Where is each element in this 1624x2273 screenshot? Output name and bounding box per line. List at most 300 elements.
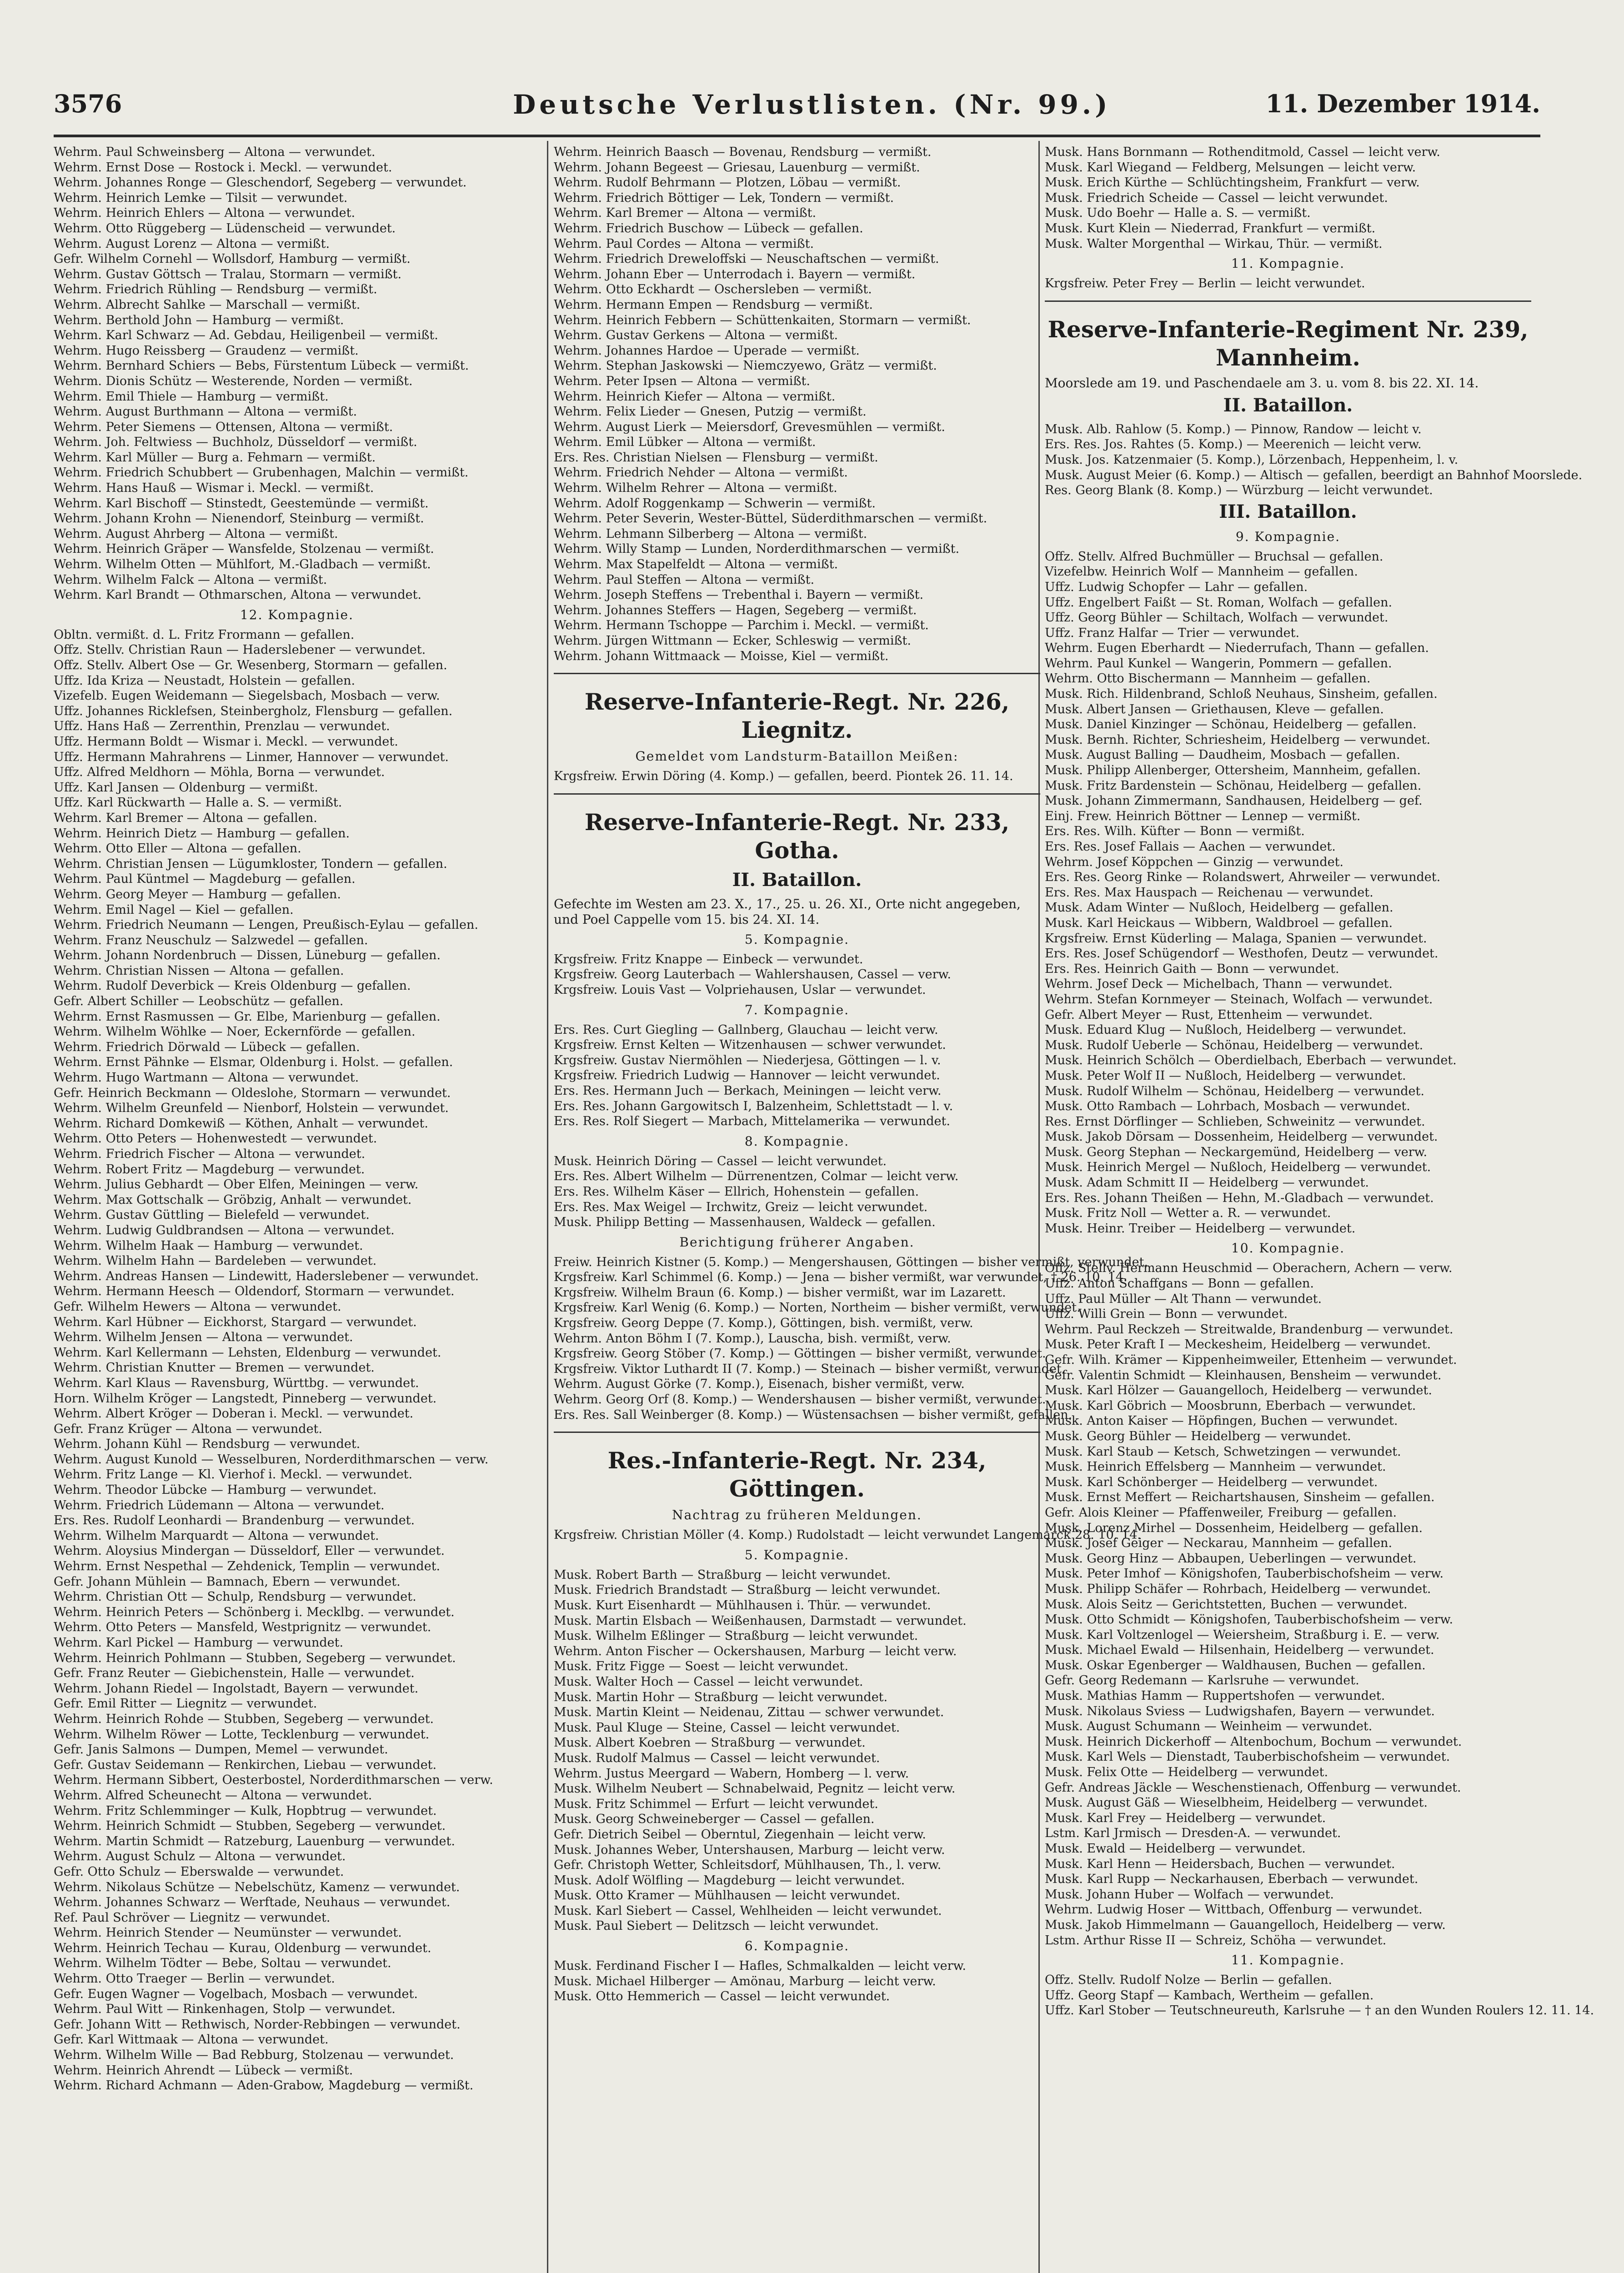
- casualty-entry: Wehrm. Ernst Rasmussen — Gr. Elbe, Marienburg — gefallen.: [54, 1009, 441, 1024]
- casualty-entry: Wehrm. August Lorenz — Altona — vermißt.: [54, 236, 330, 251]
- casualty-entry: Wehrm. Friedrich Neumann — Lengen, Preußisch-Eylau — gefallen.: [54, 918, 478, 932]
- casualty-entry: Wehrm. August Lierk — Meiersdorf, Grevesmühlen — vermißt.: [554, 420, 945, 434]
- casualty-entry: Musk. Martin Kleint — Neidenau, Zittau — schwer verwundet.: [554, 1705, 944, 1720]
- casualty-entry: Wehrm. Peter Severin, Wester-Büttel, Süderdithmarschen — vermißt.: [554, 511, 987, 526]
- casualty-entry: Wehrm. Albrecht Sahlke — Marschall — vermißt.: [54, 297, 361, 312]
- casualty-entry: Uffz. Karl Stober — Teutschneureuth, Karlsruhe — † an den Wunden Roulers 12. 11. 14.: [1045, 2003, 1594, 2018]
- battalion-heading: II. Bataillon.: [732, 869, 862, 891]
- casualty-entry: Wehrm. Heinrich Febbern — Schüttenkaiten, Stormarn — vermißt.: [554, 313, 971, 327]
- casualty-entry: Wehrm. Karl Brandt — Othmarschen, Altona — verwundet.: [54, 588, 422, 602]
- casualty-entry: Wehrm. Karl Bremer — Altona — vermißt.: [554, 206, 817, 220]
- casualty-entry: Gefr. Johann Mühlein — Bamnach, Ebern — verwundet.: [54, 1574, 401, 1589]
- casualty-entry: Wehrm. Peter Siemens — Ottensen, Altona — vermißt.: [54, 420, 393, 434]
- casualty-entry: Krgsfreiw. Karl Wenig (6. Komp.) — Norten, Northeim — bisher vermißt, verwundet.: [554, 1301, 1081, 1315]
- casualty-entry: Wehrm. Emil Thiele — Hamburg — vermißt.: [54, 389, 329, 404]
- casualty-entry: Wehrm. Otto Peters — Hohenwestedt — verwundet.: [54, 1131, 377, 1146]
- casualty-entry: Musk. Otto Hemmerich — Cassel — leicht verwundet.: [554, 1989, 890, 2004]
- casualty-entry: Musk. Fritz Bardenstein — Schönau, Heidelberg — gefallen.: [1045, 778, 1422, 793]
- casualty-entry: Wehrm. Friedrich Buschow — Lübeck — gefallen.: [554, 221, 863, 235]
- regiment-heading: Reserve-Infanterie-Regiment Nr. 239, Mannheim.: [1048, 315, 1529, 371]
- casualty-entry: Wehrm. Friedrich Schubbert — Grubenhagen, Malchin — vermißt.: [54, 466, 469, 480]
- casualty-entry: Wehrm. Johannes Hardoe — Uperade — vermißt.: [554, 343, 860, 358]
- casualty-entry: Musk. Karl Heickaus — Wibbern, Waldbroel — gefallen.: [1045, 916, 1393, 930]
- casualty-entry: Gefr. Janis Salmons — Dumpen, Memel — verwundet.: [54, 1742, 388, 1757]
- column-3: [1045, 145, 1594, 2018]
- casualty-entry: Wehrm. Karl Schwarz — Ad. Gebdau, Heiligenbeil — vermißt.: [54, 328, 438, 343]
- casualty-entry: Gefr. Andreas Jäckle — Weschenstienach, Offenburg — verwundet.: [1045, 1780, 1461, 1795]
- company-heading: 9. Kompagnie.: [1235, 529, 1341, 544]
- casualty-entry: Uffz. Ludwig Schopfer — Lahr — gefallen.: [1045, 580, 1308, 594]
- casualty-entry: Wehrm. Johann Krohn — Nienendorf, Steinburg — vermißt.: [54, 511, 424, 526]
- casualty-entry: Wehrm. Dionis Schütz — Westerende, Norden — vermißt.: [54, 374, 413, 388]
- company-heading: Berichtigung früherer Angaben.: [679, 1234, 915, 1250]
- casualty-entry: Musk. Daniel Kinzinger — Schönau, Heidelberg — gefallen.: [1045, 717, 1417, 732]
- casualty-entry: Wehrm. Paul Cordes — Altona — vermißt.: [554, 236, 814, 251]
- casualty-entry: Wehrm. Wilhelm Röwer — Lotte, Tecklenburg — verwundet.: [54, 1727, 430, 1742]
- casualty-entry: Wehrm. Fritz Schlemminger — Kulk, Hopbtrug — verwundet.: [54, 1803, 437, 1818]
- casualty-entry: Musk. Fritz Schimmel — Erfurt — leicht verwundet.: [554, 1797, 878, 1811]
- casualty-entry: Wehrm. Hugo Reissberg — Graudenz — vermißt.: [54, 343, 359, 358]
- casualty-entry: Wehrm. Wilhelm Hahn — Bardeleben — verwundet.: [54, 1254, 377, 1268]
- casualty-entry: Ers. Res. Georg Rinke — Rolandswert, Ahrweiler — verwundet.: [1045, 870, 1441, 885]
- casualty-entry: Musk. Martin Elsbach — Weißenhausen, Darmstadt — verwundet.: [554, 1613, 967, 1628]
- casualty-entry: Wehrm. Karl Kellermann — Lehsten, Eldenburg — verwundet.: [54, 1345, 441, 1360]
- casualty-entry: Wehrm. Johann Wittmaack — Moisse, Kiel — vermißt.: [554, 649, 889, 663]
- casualty-entry: Krgsfreiw. Gustav Niermöhlen — Niederjesa, Göttingen — l. v.: [554, 1053, 941, 1067]
- casualty-entry: Wehrm. Robert Fritz — Magdeburg — verwundet.: [54, 1162, 365, 1177]
- casualty-entry: Wehrm. Paul Küntmel — Magdeburg — gefallen.: [54, 872, 356, 886]
- casualty-entry: Wehrm. Johann Nordenbruch — Dissen, Lüneburg — gefallen.: [54, 948, 441, 963]
- casualty-entry: Uffz. Paul Müller — Alt Thann — verwundet.: [1045, 1292, 1322, 1306]
- casualty-entry: Wehrm. Stefan Kornmeyer — Steinach, Wolfach — verwundet.: [1045, 992, 1433, 1006]
- casualty-entry: Uffz. Karl Rückwarth — Halle a. S. — vermißt.: [54, 796, 342, 810]
- column-1: [54, 145, 540, 2093]
- casualty-entry: Wehrm. Heinrich Stender — Neumünster — verwundet.: [54, 1926, 402, 1940]
- casualty-entry: Gefr. Dietrich Seibel — Oberntul, Ziegenhain — leicht verw.: [554, 1827, 926, 1842]
- casualty-entry: Wehrm. Johann Kühl — Rendsburg — verwundet.: [54, 1437, 361, 1452]
- casualty-entry: Wehrm. Willy Stamp — Lunden, Norderdithmarschen — vermißt.: [554, 542, 960, 556]
- casualty-entry: Gefr. Karl Wittmaak — Altona — verwundet.: [54, 2033, 329, 2047]
- casualty-entry: Musk. Karl Wiegand — Feldberg, Melsungen — leicht verw.: [1045, 160, 1416, 175]
- casualty-entry: Wehrm. Wilhelm Jensen — Altona — verwundet.: [54, 1330, 353, 1345]
- casualty-entry: Musk. August Gäß — Wieselbheim, Heidelberg — verwundet.: [1045, 1796, 1428, 1810]
- casualty-entry: Ers. Res. Wilhelm Käser — Ellrich, Hohenstein — gefallen.: [554, 1184, 919, 1199]
- casualty-entry: Res. Georg Blank (8. Komp.) — Würzburg — leicht verwundet.: [1045, 483, 1433, 498]
- casualty-entry: Wehrm. Rudolf Behrmann — Plotzen, Löbau — vermißt.: [554, 175, 901, 190]
- casualty-entry: Musk. Albert Jansen — Griethausen, Kleve — gefallen.: [1045, 702, 1384, 716]
- casualty-entry: Wehrm. Hermann Tschoppe — Parchim i. Meckl. — vermißt.: [554, 618, 929, 633]
- casualty-entry: Wehrm. Richard Domkewiß — Köthen, Anhalt — verwundet.: [54, 1116, 428, 1131]
- casualty-entry: Wehrm. Johannes Schwarz — Werftade, Neuhaus — verwundet.: [54, 1895, 451, 1910]
- casualty-entry: Wehrm. August Kunold — Wesselburen, Norderdithmarschen — verw.: [54, 1452, 489, 1467]
- casualty-entry: Krgsfreiw. Erwin Döring (4. Komp.) — gefallen, beerd. Piontek 26. 11. 14.: [554, 769, 1013, 784]
- casualty-entry: Wehrm. Lehmann Silberberg — Altona — vermißt.: [554, 526, 867, 541]
- casualty-entry: Wehrm. Franz Neuschulz — Salzwedel — gefallen.: [54, 933, 368, 947]
- casualty-entry: Musk. Georg Stephan — Neckargemünd, Heidelberg — verw.: [1045, 1145, 1428, 1159]
- casualty-entry: Ers. Res. Johann Theißen — Hehn, M.-Gladbach — verwundet.: [1045, 1191, 1434, 1205]
- casualty-entry: Musk. Kurt Klein — Niederrad, Frankfurt — vermißt.: [1045, 221, 1376, 235]
- casualty-entry: Wehrm. Johann Eber — Unterrodach i. Bayern — vermißt.: [554, 267, 916, 281]
- casualty-entry: Wehrm. Gustav Güttling — Bielefeld — verwundet.: [54, 1208, 370, 1222]
- casualty-entry: Musk. Johann Huber — Wolfach — verwundet.: [1045, 1887, 1334, 1902]
- casualty-entry: Wehrm. Karl Müller — Burg a. Fehmarn — vermißt.: [54, 450, 376, 465]
- casualty-entry: Wehrm. Heinrich Gräper — Wansfelde, Stolzenau — vermißt.: [54, 542, 434, 556]
- casualty-entry: Wehrm. Emil Nagel — Kiel — gefallen.: [54, 902, 294, 917]
- casualty-entry: Musk. Ernst Meffert — Reichartshausen, Sinsheim — gefallen.: [1045, 1490, 1435, 1505]
- casualty-entry: Musk. Heinrich Döring — Cassel — leicht verwundet.: [554, 1154, 887, 1168]
- casualty-entry: Wehrm. Christian Jensen — Lügumkloster, Tondern — gefallen.: [54, 856, 447, 871]
- casualty-entry: Musk. Karl Wels — Dienstadt, Tauberbischofsheim — verwundet.: [1045, 1750, 1450, 1764]
- casualty-entry: Wehrm. Heinrich Ehlers — Altona — verwundet.: [54, 206, 356, 220]
- casualty-entry: Wehrm. Johannes Steffers — Hagen, Segeberg — vermißt.: [554, 603, 917, 617]
- regiment-heading: Res.-Infanterie-Regt. Nr. 234, Göttingen.: [607, 1447, 987, 1502]
- casualty-entry: Uffz. Karl Jansen — Oldenburg — vermißt.: [54, 780, 318, 795]
- casualty-entry: Musk. Ewald — Heidelberg — verwundet.: [1045, 1842, 1306, 1856]
- casualty-entry: Wehrm. Berthold John — Hamburg — vermißt.: [54, 313, 344, 327]
- casualty-entry: Wehrm. August Burthmann — Altona — vermißt.: [54, 405, 357, 419]
- casualty-entry: Ers. Res. Max Hauspach — Reichenau — verwundet.: [1045, 885, 1373, 900]
- casualty-entry: Musk. Philipp Betting — Massenhausen, Waldeck — gefallen.: [554, 1215, 936, 1230]
- casualty-entry: Uffz. Hermann Mahrahrens — Linmer, Hannover — verwundet.: [54, 750, 449, 764]
- casualty-entry: Wehrm. Nikolaus Schütze — Nebelschütz, Kamenz — verwundet.: [54, 1880, 460, 1894]
- casualty-entry: Musk. Rudolf Ueberle — Schönau, Heidelberg — verwundet.: [1045, 1038, 1424, 1052]
- casualty-entry: Musk. Paul Kluge — Steine, Cassel — leicht verwundet.: [554, 1720, 900, 1735]
- casualty-entry: Musk. Johann Zimmermann, Sandhausen, Heidelberg — gef.: [1045, 794, 1423, 808]
- casualty-entry: Musk. Heinrich Schölch — Oberdielbach, Eberbach — verwundet.: [1045, 1053, 1457, 1068]
- casualty-entry: Wehrm. Karl Klaus — Ravensburg, Württbg. — verwundet.: [54, 1376, 419, 1390]
- casualty-entry: Wehrm. Hermann Empen — Rendsburg — vermißt.: [554, 297, 873, 312]
- casualty-entry: Musk. Heinrich Effelsberg — Mannheim — verwundet.: [1045, 1460, 1386, 1474]
- casualty-entry: Wehrm. Heinrich Baasch — Bovenau, Rendsburg — vermißt.: [554, 145, 932, 159]
- casualty-entry: Ers. Res. Rolf Siegert — Marbach, Mittelamerika — verwundet.: [554, 1114, 950, 1129]
- casualty-entry: Musk. Alois Seitz — Gerichtstetten, Buchen — verwundet.: [1045, 1597, 1408, 1612]
- casualty-entry: Wehrm. Fritz Lange — Kl. Vierhof i. Meckl. — verwundet.: [54, 1467, 413, 1482]
- casualty-entry: Musk. Wilhelm Neubert — Schnabelwaid, Pegnitz — leicht verw.: [554, 1782, 956, 1796]
- casualty-entry: Uffz. Georg Bühler — Schiltach, Wolfach — verwundet.: [1045, 611, 1388, 625]
- casualty-entry: Wehrm. Hermann Sibbert, Oesterbostel, Norderdithmarschen — verw.: [54, 1773, 493, 1787]
- casualty-entry: Musk. Robert Barth — Straßburg — leicht verwundet.: [554, 1567, 891, 1582]
- casualty-entry: Ers. Res. Josef Fallais — Aachen — verwundet.: [1045, 840, 1336, 854]
- casualty-entry: Wehrm. Heinrich Schmidt — Stubben, Segeberg — verwundet.: [54, 1819, 446, 1833]
- casualty-entry: Wehrm. August Schulz — Altona — verwundet.: [54, 1849, 346, 1864]
- casualty-entry: Wehrm. Joh. Feltwiess — Buchholz, Düsseldorf — vermißt.: [54, 435, 417, 450]
- casualty-entry: Ers. Res. Heinrich Gaith — Bonn — verwundet.: [1045, 961, 1339, 976]
- casualty-entry: Uffz. Hermann Boldt — Wismar i. Meckl. — verwundet.: [54, 734, 398, 749]
- casualty-entry: Wehrm. Max Gottschalk — Gröbzig, Anhalt — verwundet.: [54, 1192, 412, 1207]
- casualty-entry: Krgsfreiw. Wilhelm Braun (6. Komp.) — bisher vermißt, war im Lazarett.: [554, 1285, 1006, 1300]
- casualty-entry: Musk. Rudolf Malmus — Cassel — leicht verwundet.: [554, 1751, 880, 1765]
- casualty-entry: Wehrm. Felix Lieder — Gnesen, Putzig — vermißt.: [554, 405, 867, 419]
- section-divider: [554, 673, 1040, 674]
- casualty-entry: Wehrm. Emil Lübker — Altona — vermißt.: [554, 435, 816, 450]
- casualty-entry: Wehrm. Heinrich Rohde — Stubben, Segeberg — verwundet.: [54, 1712, 434, 1726]
- casualty-entry: Ers. Res. Sall Weinberger (8. Komp.) — Wüstensachsen — bisher vermißt, gefallen.: [554, 1407, 1073, 1422]
- casualty-entry: Wehrm. Friedrich Lüdemann — Altona — verwundet.: [54, 1498, 385, 1512]
- casualty-entry: Gefr. Eugen Wagner — Vogelbach, Mosbach — verwundet.: [54, 1987, 418, 2001]
- casualty-entry: Musk. Otto Schmidt — Königshofen, Tauberbischofsheim — verw.: [1045, 1612, 1454, 1627]
- casualty-entry: Wehrm. Aloysius Mindergan — Düsseldorf, Eller — verwundet.: [54, 1544, 445, 1558]
- casualty-entry: Musk. Anton Kaiser — Höpfingen, Buchen — verwundet.: [1045, 1414, 1398, 1428]
- casualty-entry: Ers. Res. Hermann Juch — Berkach, Meiningen — leicht verw.: [554, 1083, 942, 1098]
- casualty-entry: Musk. Heinrich Dickerhoff — Altenbochum, Bochum — verwundet.: [1045, 1734, 1462, 1749]
- casualty-entry: Musk. August Balling — Daudheim, Mosbach — gefallen.: [1045, 748, 1400, 762]
- casualty-entry: Wehrm. Gustav Gerkens — Altona — vermißt.: [554, 328, 838, 343]
- casualty-entry: Wehrm. Karl Bremer — Altona — gefallen.: [54, 811, 317, 825]
- casualty-entry: Wehrm. Ernst Dose — Rostock i. Meckl. — verwundet.: [54, 160, 392, 175]
- casualty-entry: Uffz. Engelbert Faißt — St. Roman, Wolfach — gefallen.: [1045, 595, 1393, 610]
- casualty-entry: Gefr. Otto Schulz — Eberswalde — verwundet.: [54, 1864, 344, 1879]
- casualty-entry: Wehrm. Heinrich Lemke — Tilsit — verwundet.: [54, 190, 348, 205]
- company-heading: 11. Kompagnie.: [1231, 1953, 1345, 1968]
- column-divider: [547, 141, 548, 2273]
- casualty-entry: Einj. Frew. Heinrich Böttner — Lennep — vermißt.: [1045, 809, 1361, 823]
- casualty-entry: Vizefelb. Eugen Weidemann — Siegelsbach, Mosbach — verw.: [54, 689, 440, 703]
- company-heading: 5. Kompagnie.: [744, 1547, 850, 1562]
- casualty-entry: Musk. Georg Bühler — Heidelberg — verwundet.: [1045, 1429, 1351, 1443]
- battle-note: Gefechte im Westen am 23. X., 17., 25. u. 26. XI., Orte nicht angegeben, und Poel Cappelle vom 15. bis 24. XI. 14.: [554, 896, 1021, 927]
- casualty-entry: Wehrm. Christian Ott — Schulp, Rendsburg — verwundet.: [54, 1590, 416, 1604]
- casualty-entry: Musk. Rudolf Wilhelm — Schönau, Heidelberg — verwundet.: [1045, 1084, 1424, 1098]
- casualty-entry: Wehrm. Paul Kunkel — Wangerin, Pommern — gefallen.: [1045, 656, 1392, 671]
- casualty-entry: Krgsfreiw. Ernst Kelten — Witzenhausen — schwer verwundet.: [554, 1038, 946, 1052]
- company-heading: 11. Kompagnie.: [1231, 256, 1345, 271]
- casualty-entry: Gefr. Albert Schiller — Leobschütz — gefallen.: [54, 994, 344, 1009]
- casualty-entry: Musk. Johannes Weber, Untershausen, Marburg — leicht verw.: [554, 1842, 945, 1857]
- casualty-entry: Wehrm. Albert Kröger — Doberan i. Meckl. — verwundet.: [54, 1407, 414, 1421]
- casualty-entry: Musk. Ferdinand Fischer I — Hafles, Schmalkalden — leicht verw.: [554, 1959, 966, 1973]
- casualty-entry: Wehrm. Paul Reckzeh — Streitwalde, Brandenburg — verwundet.: [1045, 1322, 1454, 1337]
- casualty-entry: Wehrm. Andreas Hansen — Lindewitt, Haderslebener — verwundet.: [54, 1269, 479, 1283]
- casualty-entry: Wehrm. Otto Peters — Mansfeld, Westprignitz — verwundet.: [54, 1620, 431, 1635]
- casualty-entry: Ers. Res. Johann Gargowitsch I, Balzenheim, Schlettstadt — l. v.: [554, 1099, 953, 1113]
- casualty-entry: Wehrm. Paul Witt — Rinkenhagen, Stolp — verwundet.: [54, 2002, 396, 2017]
- casualty-entry: Wehrm. Otto Traeger — Berlin — verwundet.: [54, 1972, 335, 1986]
- casualty-entry: Musk. Adolf Wölfling — Magdeburg — leicht verwundet.: [554, 1873, 905, 1887]
- casualty-entry: Wehrm. Otto Rüggeberg — Lüdenscheid — verwundet.: [54, 221, 396, 235]
- casualty-entry: Musk. Eduard Klug — Nußloch, Heidelberg — verwundet.: [1045, 1023, 1407, 1037]
- casualty-entry: Wehrm. Karl Pickel — Hamburg — verwundet.: [54, 1636, 344, 1650]
- casualty-entry: Krgsfreiw. Fritz Knappe — Einbeck — verwundet.: [554, 952, 863, 966]
- casualty-entry: Freiw. Heinrich Kistner (5. Komp.) — Mengershausen, Göttingen — bisher vermißt, verwundet.: [554, 1255, 1148, 1269]
- casualty-entry: Musk. Karl Frey — Heidelberg — verwundet.: [1045, 1811, 1326, 1825]
- casualty-entry: Wehrm. Wilhelm Marquardt — Altona — verwundet.: [54, 1528, 379, 1543]
- casualty-entry: Wehrm. Martin Schmidt — Ratzeburg, Lauenburg — verwundet.: [54, 1834, 455, 1848]
- casualty-entry: Wehrm. Johann Begeest — Griesau, Lauenburg — vermißt.: [554, 160, 920, 175]
- casualty-entry: Offz. Stellv. Albert Ose — Gr. Wesenberg, Stormarn — gefallen.: [54, 658, 447, 672]
- casualty-entry: Musk. Rich. Hildenbrand, Schloß Neuhaus, Sinsheim, gefallen.: [1045, 687, 1438, 701]
- page-number: 3576: [54, 89, 122, 118]
- casualty-entry: Wehrm. Otto Bischermann — Mannheim — gefallen.: [1045, 671, 1371, 686]
- casualty-entry: Musk. Walter Morgenthal — Wirkau, Thür. — vermißt.: [1045, 236, 1383, 251]
- casualty-entry: Wehrm. Heinrich Ahrendt — Lübeck — vermißt.: [54, 2063, 353, 2078]
- casualty-entry: Musk. Karl Voltzenlogel — Weiersheim, Straßburg i. E. — verw.: [1045, 1627, 1440, 1642]
- casualty-entry: Wehrm. Wilhelm Tödter — Bebe, Soltau — verwundet.: [54, 1956, 391, 1971]
- casualty-entry: Musk. Peter Imhof — Königshofen, Tauberbischofsheim — verw.: [1045, 1567, 1444, 1581]
- casualty-entry: Wehrm. Hermann Heesch — Oldendorf, Stormarn — verwundet.: [54, 1284, 455, 1299]
- battle-note: Moorslede am 19. und Paschendaele am 3. u. vom 8. bis 22. XI. 14.: [1045, 375, 1479, 391]
- casualty-entry: Gefr. Alois Kleiner — Pfaffenweiler, Freiburg — gefallen.: [1045, 1505, 1397, 1520]
- casualty-entry: Krgsfreiw. Peter Frey — Berlin — leicht verwundet.: [1045, 276, 1365, 291]
- casualty-entry: Wehrm. Friedrich Dreweloffski — Neuschaftschen — vermißt.: [554, 252, 939, 266]
- casualty-entry: Wehrm. Wilhelm Otten — Mühlfort, M.-Gladbach — vermißt.: [54, 557, 431, 572]
- casualty-entry: Wehrm. Friedrich Dörwald — Lübeck — gefallen.: [54, 1040, 360, 1054]
- casualty-entry: Uffz. Anton Schaffgans — Bonn — gefallen.: [1045, 1277, 1314, 1291]
- casualty-entry: Musk. Erich Kürthe — Schlüchtingsheim, Frankfurt — verw.: [1045, 175, 1420, 190]
- regiment-heading: Reserve-Infanterie-Regt. Nr. 233, Gotha.: [584, 808, 1010, 864]
- casualty-entry: Krgsfreiw. Louis Vast — Volpriehausen, Uslar — verwundet.: [554, 982, 926, 997]
- casualty-entry: Wehrm. Paul Steffen — Altona — vermißt.: [554, 572, 815, 587]
- casualty-entry: Musk. Georg Hinz — Abbaupen, Ueberlingen — verwundet.: [1045, 1551, 1417, 1566]
- casualty-entry: Musk. Adam Winter — Nußloch, Heidelberg — gefallen.: [1045, 901, 1393, 915]
- battalion-heading: II. Bataillon.: [1223, 394, 1353, 416]
- casualty-entry: Wehrm. Anton Fischer — Ockershausen, Marburg — leicht verw.: [554, 1644, 957, 1658]
- casualty-entry: Wehrm. Heinrich Kiefer — Altona — vermißt.: [554, 389, 836, 404]
- casualty-entry: Musk. Jakob Himmelmann — Gauangelloch, Heidelberg — verw.: [1045, 1918, 1446, 1932]
- casualty-entry: Wehrm. Bernhard Schiers — Bebs, Fürstentum Lübeck — vermißt.: [54, 359, 469, 373]
- casualty-entry: Krgsfreiw. Friedrich Ludwig — Hannover — leicht verwundet.: [554, 1068, 940, 1083]
- casualty-entry: Krgsfreiw. Viktor Luthardt II (7. Komp.) — Steinach — bisher vermißt, verwundet.: [554, 1362, 1066, 1376]
- casualty-entry: Musk. Heinrich Mergel — Nußloch, Heidelberg — verwundet.: [1045, 1160, 1431, 1175]
- casualty-entry: Uffz. Hans Haß — Zerrenthin, Prenzlau — verwundet.: [54, 719, 390, 734]
- casualty-entry: Musk. August Meier (6. Komp.) — Altisch — gefallen, beerdigt an Bahnhof Moorslede.: [1045, 468, 1583, 482]
- page-title: Deutsche Verlustlisten. (Nr. 99.): [513, 89, 1111, 120]
- casualty-entry: Musk. Karl Hölzer — Gauangelloch, Heidelberg — verwundet.: [1045, 1383, 1432, 1398]
- casualty-entry: Wehrm. Theodor Lübcke — Hamburg — verwundet.: [54, 1483, 377, 1497]
- casualty-entry: Wehrm. Stephan Jaskowski — Niemczyewo, Grätz — vermißt.: [554, 359, 937, 373]
- casualty-entry: Wehrm. Max Stapelfeldt — Altona — vermißt.: [554, 557, 838, 572]
- battalion-heading: III. Bataillon.: [1219, 501, 1357, 522]
- casualty-entry: Musk. Adam Schmitt II — Heidelberg — verwundet.: [1045, 1176, 1369, 1190]
- section-divider: [554, 793, 1040, 795]
- casualty-entry: Wehrm. Anton Böhm I (7. Komp.), Lauscha, bish. vermißt, verw.: [554, 1331, 951, 1346]
- casualty-entry: Wehrm. Friedrich Böttiger — Lek, Tondern — vermißt.: [554, 190, 894, 205]
- casualty-entry: Wehrm. Otto Eckhardt — Oschersleben — vermißt.: [554, 282, 872, 297]
- casualty-entry: Wehrm. Johann Riedel — Ingolstadt, Bayern — verwundet.: [54, 1681, 419, 1696]
- casualty-entry: Ers. Res. Christian Nielsen — Flensburg — vermißt.: [554, 450, 878, 465]
- page-header: [54, 89, 1540, 125]
- casualty-entry: Krgsfreiw. Karl Schimmel (6. Komp.) — Jena — bisher vermißt, war verwundet, † 26. 10. 14.: [554, 1270, 1128, 1285]
- casualty-entry: Musk. Kurt Eisenhardt — Mühlhausen i. Thür. — verwundet.: [554, 1598, 931, 1612]
- casualty-entry: Krgsfreiw. Georg Lauterbach — Wahlershausen, Cassel — verw.: [554, 967, 951, 982]
- casualty-entry: Wehrm. Wilhelm Wöhlke — Noer, Eckernförde — gefallen.: [54, 1025, 416, 1039]
- casualty-entry: Musk. Udo Boehr — Halle a. S. — vermißt.: [1045, 206, 1311, 220]
- casualty-entry: Musk. Friedrich Brandstadt — Straßburg — leicht verwundet.: [554, 1583, 941, 1597]
- casualty-entry: Gefr. Wilh. Krämer — Kippenheimweiler, Ettenheim — verwundet.: [1045, 1353, 1457, 1367]
- casualty-entry: Gefr. Johann Witt — Rethwisch, Norder-Rebbingen — verwundet.: [54, 2017, 461, 2032]
- casualty-entry: Gefr. Heinrich Beckmann — Oldeslohe, Stormarn — verwundet.: [54, 1086, 451, 1100]
- casualty-entry: Offz. Stellv. Hermann Heuschmid — Oberachern, Achern — verw.: [1045, 1261, 1453, 1276]
- casualty-entry: Wehrm. Ludwig Hoser — Wittbach, Offenburg — verwundet.: [1045, 1903, 1423, 1917]
- casualty-entry: Wehrm. Karl Bischoff — Stinstedt, Geestemünde — vermißt.: [54, 496, 429, 511]
- casualty-entry: Wehrm. Julius Gebhardt — Ober Elfen, Meiningen — verw.: [54, 1177, 419, 1192]
- casualty-entry: Musk. Michael Ewald — Hilsenhain, Heidelberg — verwundet.: [1045, 1643, 1434, 1657]
- company-heading: 12. Kompagnie.: [240, 607, 354, 622]
- casualty-entry: Gefr. Wilhelm Cornehl — Wollsdorf, Hamburg — vermißt.: [54, 252, 411, 266]
- casualty-entry: Musk. Karl Henn — Heidersbach, Buchen — verwundet.: [1045, 1857, 1395, 1871]
- casualty-entry: Ers. Res. Josef Schügendorf — Westhofen, Deutz — verwundet.: [1045, 946, 1439, 961]
- casualty-entry: Krgsfreiw. Georg Stöber (7. Komp.) — Göttingen — bisher vermißt, verwundet.: [554, 1347, 1046, 1361]
- casualty-entry: Wehrm. Jürgen Wittmann — Ecker, Schleswig — vermißt.: [554, 634, 911, 648]
- casualty-entry: Wehrm. August Ahrberg — Altona — vermißt.: [54, 526, 338, 541]
- casualty-entry: Wehrm. Adolf Roggenkamp — Schwerin — vermißt.: [554, 496, 876, 511]
- casualty-entry: Wehrm. Friedrich Nehder — Altona — vermißt.: [554, 466, 848, 480]
- casualty-entry: Musk. Josef Geiger — Neckarau, Mannheim — gefallen.: [1045, 1536, 1393, 1551]
- casualty-entry: Wehrm. Karl Hübner — Eickhorst, Stargard — verwundet.: [54, 1315, 417, 1329]
- company-heading: 8. Kompagnie.: [744, 1133, 850, 1149]
- casualty-entry: Musk. Karl Göbrich — Moosbrunn, Eberbach — verwundet.: [1045, 1398, 1416, 1413]
- casualty-entry: Wehrm. Peter Ipsen — Altona — vermißt.: [554, 374, 810, 388]
- casualty-entry: Musk. Karl Rupp — Neckarhausen, Eberbach — verwundet.: [1045, 1872, 1418, 1887]
- casualty-entry: Uffz. Johannes Ricklefsen, Steinbergholz, Flensburg — gefallen.: [54, 704, 453, 718]
- casualty-entry: Wehrm. Eugen Eberhardt — Niederrufach, Thann — gefallen.: [1045, 641, 1429, 656]
- header-rule: [54, 135, 1540, 137]
- casualty-entry: Musk. Alb. Rahlow (5. Komp.) — Pinnow, Randow — leicht v.: [1045, 422, 1422, 436]
- casualty-entry: Wehrm. Wilhelm Wille — Bad Rebburg, Stolzenau — verwundet.: [54, 2048, 454, 2063]
- casualty-entry: Wehrm. Christian Nissen — Altona — gefallen.: [54, 963, 344, 978]
- casualty-entry: Musk. Oskar Egenberger — Waldhausen, Buchen — gefallen.: [1045, 1658, 1426, 1672]
- casualty-entry: Musk. Georg Schweineberger — Cassel — gefallen.: [554, 1812, 875, 1827]
- casualty-entry: Gefr. Gustav Seidemann — Renkirchen, Liebau — verwundet.: [54, 1757, 437, 1772]
- casualty-entry: Lstm. Karl Jrmisch — Dresden-A. — verwundet.: [1045, 1826, 1341, 1841]
- casualty-entry: Offz. Stellv. Rudolf Nolze — Berlin — gefallen.: [1045, 1973, 1332, 1988]
- casualty-entry: Musk. Karl Schönberger — Heidelberg — verwundet.: [1045, 1475, 1378, 1489]
- regiment-heading: Reserve-Infanterie-Regt. Nr. 226, Liegnitz.: [584, 688, 1010, 744]
- casualty-entry: Musk. Michael Hilberger — Amönau, Marburg — leicht verw.: [554, 1974, 936, 1988]
- casualty-entry: Uffz. Franz Halfar — Trier — verwundet.: [1045, 626, 1300, 640]
- casualty-entry: Ers. Res. Jos. Rahtes (5. Komp.) — Meerenich — leicht verw.: [1045, 437, 1422, 452]
- casualty-entry: Ers. Res. Wilh. Küfter — Bonn — vermißt.: [1045, 824, 1305, 839]
- section-divider: [554, 1432, 1040, 1433]
- casualty-entry: Wehrm. Heinrich Dietz — Hamburg — gefallen.: [54, 826, 350, 841]
- casualty-entry: Musk. Otto Kramer — Mühlhausen — leicht verwundet.: [554, 1888, 901, 1903]
- casualty-entry: Wehrm. Wilhelm Greunfeld — Nienborf, Holstein — verwundet.: [54, 1101, 449, 1116]
- company-heading: 7. Kompagnie.: [744, 1002, 850, 1017]
- casualty-entry: Wehrm. Georg Meyer — Hamburg — gefallen.: [54, 887, 341, 901]
- casualty-entry: Musk. Philipp Schäfer — Rohrbach, Heidelberg — verwundet.: [1045, 1582, 1431, 1596]
- casualty-entry: Offz. Stellv. Alfred Buchmüller — Bruchsal — gefallen.: [1045, 549, 1383, 564]
- casualty-entry: Wehrm. Ernst Pähnke — Elsmar, Oldenburg i. Holst. — gefallen.: [54, 1055, 453, 1070]
- casualty-entry: Gefr. Valentin Schmidt — Kleinhausen, Bensheim — verwundet.: [1045, 1368, 1442, 1382]
- casualty-entry: Gefr. Franz Reuter — Giebichenstein, Halle — verwundet.: [54, 1666, 415, 1681]
- casualty-entry: Musk. Heinr. Treiber — Heidelberg — verwundet.: [1045, 1221, 1356, 1236]
- casualty-entry: Wehrm. Friedrich Rühling — Rendsburg — vermißt.: [54, 282, 377, 297]
- casualty-entry: Uffz. Willi Grein — Bonn — verwundet.: [1045, 1307, 1288, 1322]
- casualty-entry: Krgsfreiw. Ernst Küderling — Malaga, Spanien — verwundet.: [1045, 931, 1427, 946]
- casualty-entry: Wehrm. Wilhelm Haak — Hamburg — verwundet.: [54, 1238, 363, 1253]
- casualty-entry: Musk. Peter Kraft I — Meckesheim, Heidelberg — verwundet.: [1045, 1337, 1431, 1352]
- casualty-entry: Gefr. Franz Krüger — Altona — verwundet.: [54, 1422, 322, 1436]
- casualty-entry: Horn. Wilhelm Kröger — Langstedt, Pinneberg — verwundet.: [54, 1391, 437, 1406]
- casualty-entry: Wehrm. August Görke (7. Komp.), Eisenach, bisher vermißt, verw.: [554, 1377, 965, 1392]
- issue-date: 11. Dezember 1914.: [1265, 89, 1540, 118]
- casualty-entry: Wehrm. Josef Köppchen — Ginzig — verwundet.: [1045, 855, 1344, 869]
- casualty-entry: Musk. Felix Otte — Heidelberg — verwundet.: [1045, 1765, 1328, 1780]
- casualty-entry: Wehrm. Heinrich Techau — Kurau, Oldenburg — verwundet.: [54, 1941, 431, 1955]
- casualty-entry: Wehrm. Joseph Steffens — Trebenthal i. Bayern — vermißt.: [554, 588, 924, 602]
- casualty-entry: Wehrm. Rudolf Deverbick — Kreis Oldenburg — gefallen.: [54, 979, 411, 993]
- casualty-entry: Wehrm. Heinrich Pohlmann — Stubben, Segeberg — verwundet.: [54, 1651, 456, 1665]
- casualty-entry: Musk. Friedrich Scheide — Cassel — leicht verwundet.: [1045, 190, 1388, 205]
- company-heading: Gemeldet vom Landsturm-Bataillon Meißen:: [635, 749, 959, 764]
- casualty-entry: Musk. Fritz Noll — Wetter a. R. — verwundet.: [1045, 1206, 1331, 1221]
- casualty-entry: Wehrm. Wilhelm Rehrer — Altona — vermißt.: [554, 481, 837, 496]
- casualty-entry: Res. Ernst Dörflinger — Schlieben, Schweinitz — verwundet.: [1045, 1114, 1425, 1129]
- casualty-entry: Wehrm. Ernst Nespethal — Zehdenick, Templin — verwundet.: [54, 1559, 441, 1574]
- casualty-entry: Ers. Res. Max Weigel — Irchwitz, Greiz — leicht verwundet.: [554, 1200, 928, 1214]
- casualty-entry: Vizefelbw. Heinrich Wolf — Mannheim — gefallen.: [1045, 565, 1358, 579]
- casualty-entry: Ers. Res. Curt Giegling — Gallnberg, Glauchau — leicht verw.: [554, 1022, 938, 1037]
- casualty-entry: Musk. Nikolaus Sviess — Ludwigshafen, Bayern — verwundet.: [1045, 1704, 1435, 1718]
